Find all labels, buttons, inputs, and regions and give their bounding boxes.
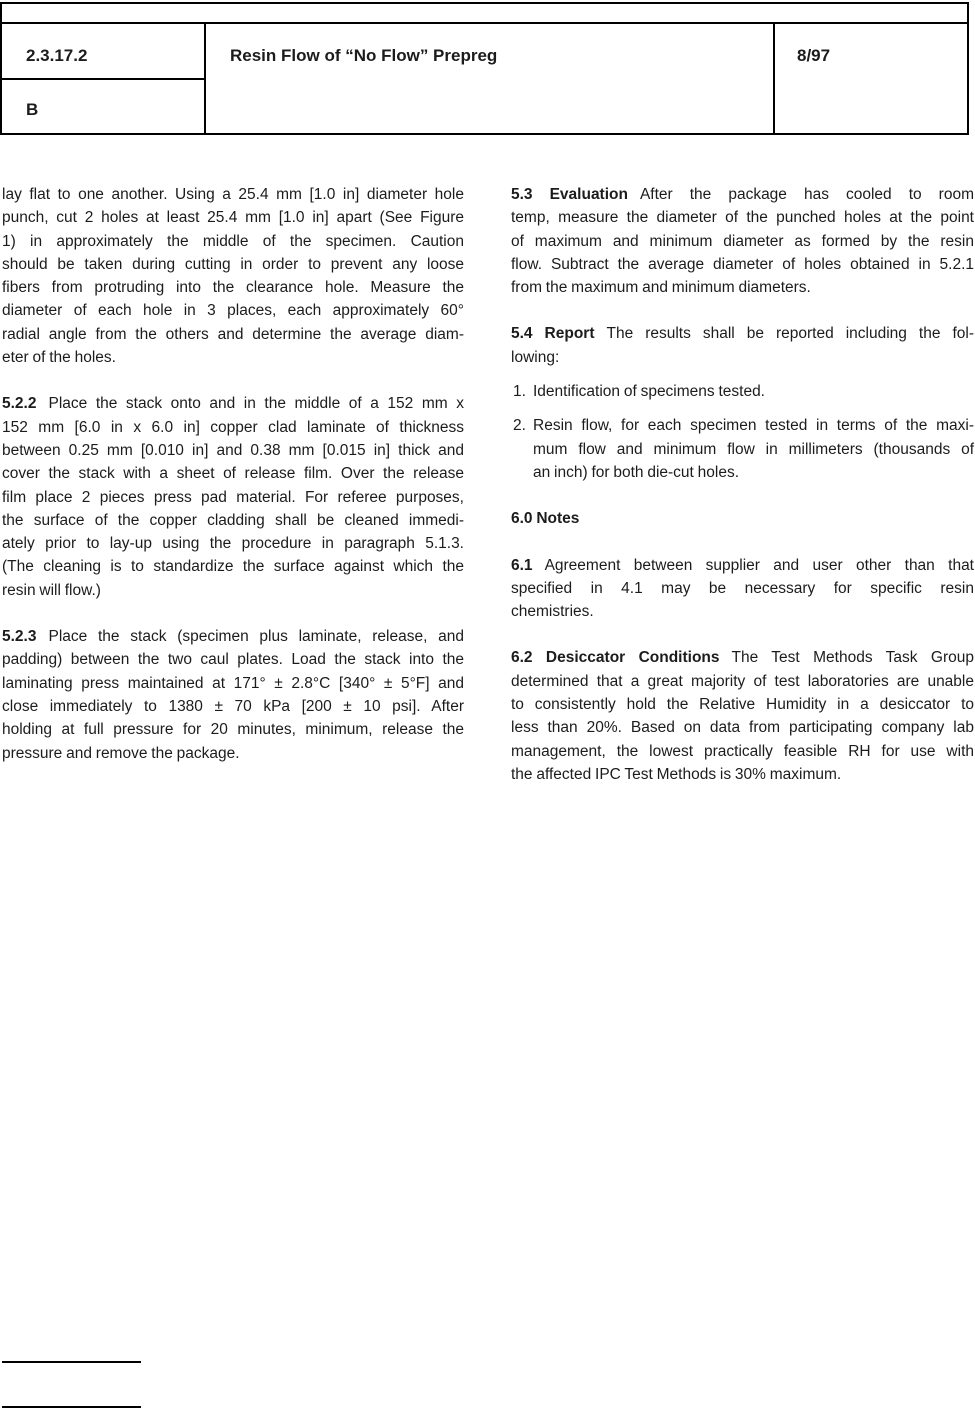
text-segment: holding at full pressure for 20 minutes, minimum, release the [2,721,464,739]
text-segment: should be taken during cutting in order to prevent any loose [2,255,464,273]
text-segment: the affected IPC Test Methods is 30% maximum. [511,765,842,783]
doc-title-cell [206,24,775,133]
footnote-rule [2,1361,141,1363]
text-line [2,183,464,206]
text-line [511,693,974,716]
section-label: 5.2.2 [2,395,37,413]
section-label: 6.0 Notes [511,510,580,528]
text-line [2,742,464,765]
text-line [511,554,974,577]
text-line [2,439,464,462]
section-label: 5.3 Evaluation [511,186,628,203]
text-line [511,740,974,763]
text-segment: Place the stack onto and in the middle of a 152 mm x [48,395,464,413]
text-line [2,509,464,532]
text-segment: diameter of each hole in 3 places, each approximately 60° [2,302,464,320]
text-line [533,461,974,484]
text-line [511,183,974,206]
text-line [511,763,974,786]
text-line [511,716,974,739]
text-segment: Resin flow, for each specimen tested in terms of the maxi- [533,417,974,435]
text-segment: management, the lowest practically feasible RH for use with [511,742,974,760]
list-marker: 1. [513,383,526,401]
text-segment: lay flat to one another. Using a 25.4 mm [1.0 in] diameter hole [2,186,464,203]
text-segment: 152 mm [6.0 in x 6.0 in] copper clad laminate of thickness [2,418,464,436]
text-segment: of maximum and minimum diameter as formed by the resin [511,232,974,250]
text-line [2,230,464,253]
text-segment: cover the stack with a sheet of release film. Over the release [2,465,464,483]
text-line [2,672,464,695]
paragraph [511,183,974,299]
text-segment: lowing: [511,348,560,366]
text-line [2,392,464,415]
text-segment: specified in 4.1 may be necessary for specific resin [511,579,974,597]
text-segment: the surface of the copper cladding shall be cleaned immedi- [2,511,464,529]
text-segment: After the package has cooled to room [639,186,974,203]
text-segment: chemistries. [511,603,594,621]
text-line [2,323,464,346]
text-line [511,230,974,253]
paragraph [511,554,974,624]
doc-title: Resin Flow of “No Flow” Prepreg [230,46,498,65]
paragraph [2,183,464,369]
text-line [511,276,974,299]
header-left-column [2,24,206,133]
text-line [2,718,464,741]
doc-date: 8/97 [797,46,831,65]
text-line [2,648,464,671]
text-segment: The results shall be reported including the fol- [606,325,974,343]
revision-cell [2,80,204,133]
paragraph [2,625,464,765]
text-segment: Identification of specimens tested. [533,383,765,401]
text-segment: determined that a great majority of test laboratories are unable [511,672,974,690]
text-segment: flow. Subtract the average diameter of holes obtained in 5.2.1 [511,255,974,273]
text-line [511,670,974,693]
text-line [533,414,974,437]
text-segment: temp, measure the diameter of the punched holes at the point [511,209,974,227]
text-segment: 1) in approximately the middle of the specimen. Caution [2,232,464,250]
paragraph [511,322,974,369]
text-line [511,322,974,345]
text-line [2,579,464,602]
text-segment: pressure and remove the package. [2,744,240,762]
text-line [2,625,464,648]
section-label: 5.2.3 [2,628,37,646]
section-label: 6.2 Desiccator Conditions [511,649,720,667]
text-segment: radial angle from the others and determine the average diam- [2,325,464,343]
text-line [2,532,464,555]
text-segment: The Test Methods Task Group [731,649,974,667]
text-line [2,555,464,578]
text-line [511,346,974,369]
revision-letter: B [26,100,39,119]
text-line [533,380,974,403]
text-line [2,416,464,439]
text-segment: ately prior to lay-up using the procedure in paragraph 5.1.3. [2,535,464,553]
text-segment: close immediately to 1380 ± 70 kPa [200 ± 10 psi]. After [2,697,464,715]
section-label: 5.4 Report [511,325,595,343]
text-line [511,253,974,276]
text-line [2,486,464,509]
paragraph [2,392,464,602]
right-text-column [511,183,974,786]
text-segment: to consistently hold the Relative Humidity in a desiccator to [511,696,974,714]
text-segment: an inch) for both die-cut holes. [533,463,740,481]
text-line [533,438,974,461]
text-segment: mum flow and minimum flow in millimeters (thousands of [533,440,974,458]
text-line [511,507,974,530]
text-segment: padding) between the two caul plates. Load the stack into the [2,651,464,669]
text-line [511,646,974,669]
text-segment: Agreement between supplier and user other than that [544,556,974,574]
header-top-strip [0,2,969,24]
doc-number-cell [2,24,204,80]
paragraph [511,646,974,786]
list-marker: 2. [513,417,526,435]
list-item [511,414,974,484]
text-line [2,462,464,485]
text-line [2,299,464,322]
text-line [2,276,464,299]
text-line [511,577,974,600]
doc-number: 2.3.17.2 [26,46,88,65]
left-text-column [2,183,464,765]
text-segment: resin will flow.) [2,581,101,599]
text-line [511,600,974,623]
section-label: 6.1 [511,556,533,574]
text-line [2,206,464,229]
text-line [511,206,974,229]
text-segment: laminating press maintained at 171° ± 2.8°C [340° ± 5°F] and [2,674,464,692]
text-line [2,346,464,369]
text-segment: film place 2 pieces press pad material. For referee purposes, [2,488,464,506]
text-segment: from the maximum and minimum diameters. [511,279,811,297]
text-segment: less than 20%. Based on data from participating company lab [511,719,974,737]
text-line [2,695,464,718]
date-cell [775,24,967,133]
text-segment: eter of the holes. [2,349,116,367]
text-segment: (The cleaning is to standardize the surface against which the [2,558,464,576]
paragraph [511,507,974,530]
text-line [2,253,464,276]
list-item [511,380,974,403]
text-segment: fibers from protruding into the clearance hole. Measure the [2,279,464,297]
text-segment: between 0.25 mm [0.010 in] and 0.38 mm [0.015 in] thick and [2,441,464,459]
page-header [0,2,969,135]
footnote-rule [2,1406,141,1408]
text-segment: punch, cut 2 holes at least 25.4 mm [1.0 in] apart (See Figure [2,209,464,227]
header-table [0,22,969,135]
text-segment: Place the stack (specimen plus laminate, release, and [48,628,464,646]
